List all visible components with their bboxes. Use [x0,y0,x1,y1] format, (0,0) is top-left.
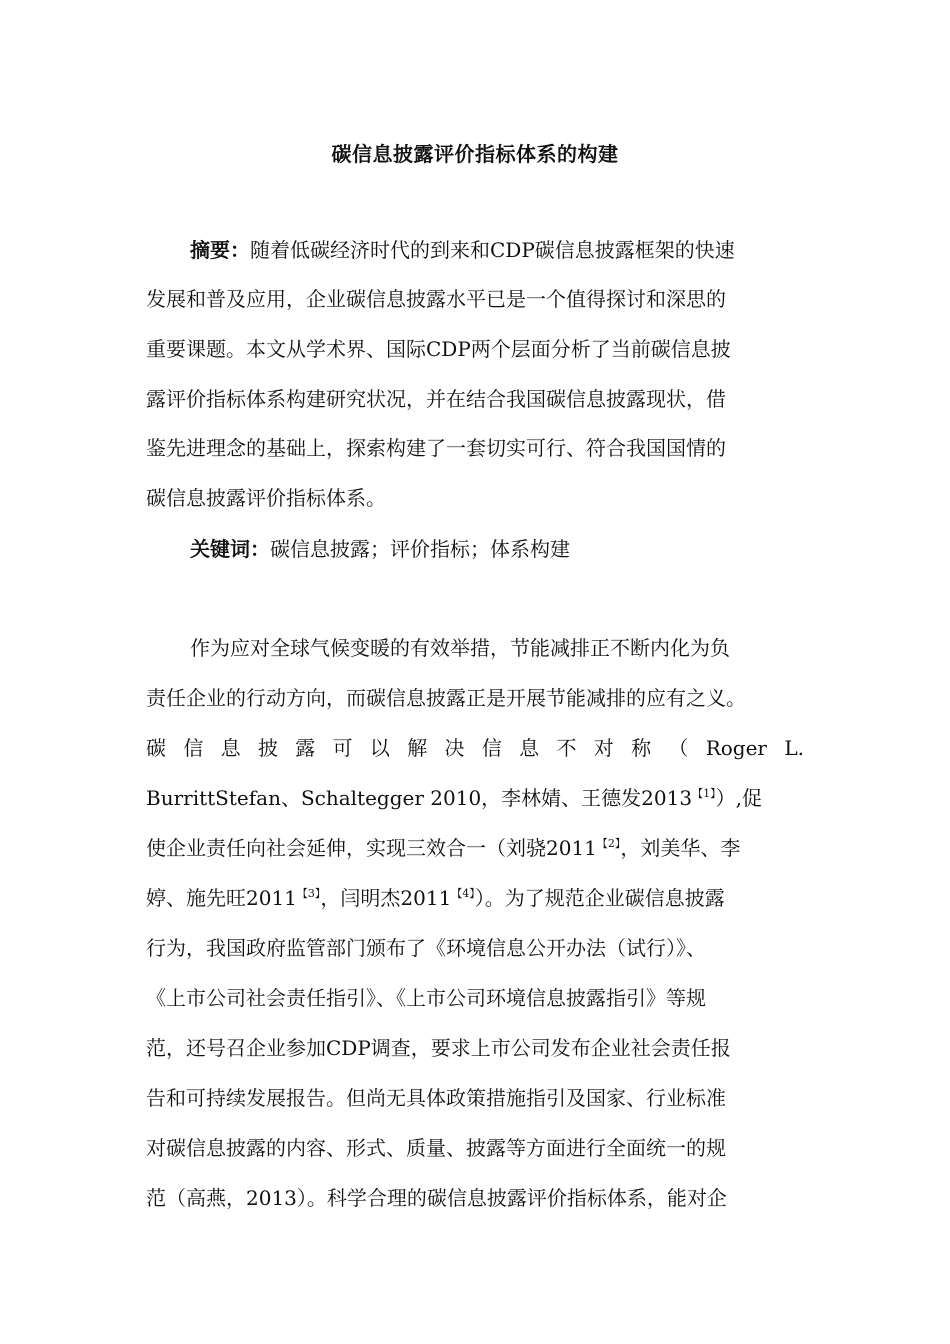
body-text: ）,促 [715,786,762,810]
abstract-line: 随着低碳经济时代的到来和CDP碳信息披露框架的快速 [250,238,735,262]
body-line: 对碳信息披露的内容、形式、质量、披露等方面进行全面统一的规 [146,1136,726,1160]
body-line-justified [146,734,804,762]
keywords-label: 关键词： [190,537,270,561]
body-text: BurrittStefan、Schaltegger 2010，李林婧、王德发2013 [146,786,693,810]
body-token: Roger [705,736,767,760]
body-token: L. [784,736,804,760]
body-text: 婷、施先旺2011 [146,886,297,910]
body-token: 披 [257,736,278,760]
body-token: 可 [332,736,353,760]
citation-ref: 【2】 [596,837,621,850]
body-token: 解 [407,736,428,760]
body-token: 露 [295,736,316,760]
body-token: 息 [519,736,540,760]
abstract-line: 发展和普及应用，企业碳信息披露水平已是一个值得探讨和深思的 [146,287,726,311]
body-token: 对 [593,736,614,760]
body-line: 范，还号召企业参加CDP调查，要求上市公司发布企业社会责任报 [146,1036,731,1060]
body-text: ，刘美华、李 [620,836,741,860]
citation-ref: 【3】 [296,887,321,900]
abstract-line: 碳信息披露评价指标体系。 [146,486,386,510]
body-line: 行为，我国政府监管部门颁布了《环境信息公开办法（试行）》、 [146,936,706,960]
body-text: 使企业责任向社会延伸，实现三效合一（刘骁2011 [146,836,597,860]
body-line: 告和可持续发展报告。但尚无具体政策措施指引及国家、行业标准 [146,1086,726,1110]
body-line: 《上市公司社会责任指引》、《上市公司环境信息披露指引》等规 [146,986,706,1010]
page-title: 碳信息披露评价指标体系的构建 [331,142,619,166]
body-token: 不 [556,736,577,760]
body-token: 信 [183,736,204,760]
abstract-line: 露评价指标体系构建研究状况，并在结合我国碳信息披露现状，借 [146,387,726,411]
body-token: 以 [369,736,390,760]
keywords-text: 碳信息披露；评价指标；体系构建 [270,537,570,561]
keywords-line [190,535,570,563]
body-token: 信 [481,736,502,760]
abstract-line: 鉴先进理念的基础上，探索构建了一套切实可行、符合我国国情的 [146,436,726,460]
citation-ref: 【1】 [692,787,716,800]
body-line: 责任企业的行动方向，而碳信息披露正是开展节能减排的应有之义。 [146,686,746,710]
abstract-label: 摘要： [190,238,250,262]
body-line [146,784,762,812]
body-line [146,834,740,862]
body-token: 决 [444,736,465,760]
body-token: （ [668,736,689,760]
body-text: ）。为了规范企业碳信息披露 [474,886,725,910]
body-line: 作为应对全球气候变暖的有效举措，节能减排正不断内化为负 [190,636,730,660]
body-text: ，闫明杰2011 [320,886,452,910]
body-token: 碳 [146,736,166,760]
abstract-first-line [190,236,735,264]
body-line: 范（高燕，2013）。科学合理的碳信息披露评价指标体系，能对企 [146,1186,727,1210]
citation-ref: 【4】 [451,887,475,900]
body-token: 称 [631,736,652,760]
abstract-line: 重要课题。本文从学术界、国际CDP两个层面分析了当前碳信息披 [146,337,731,361]
body-line [146,884,725,912]
body-token: 息 [220,736,241,760]
